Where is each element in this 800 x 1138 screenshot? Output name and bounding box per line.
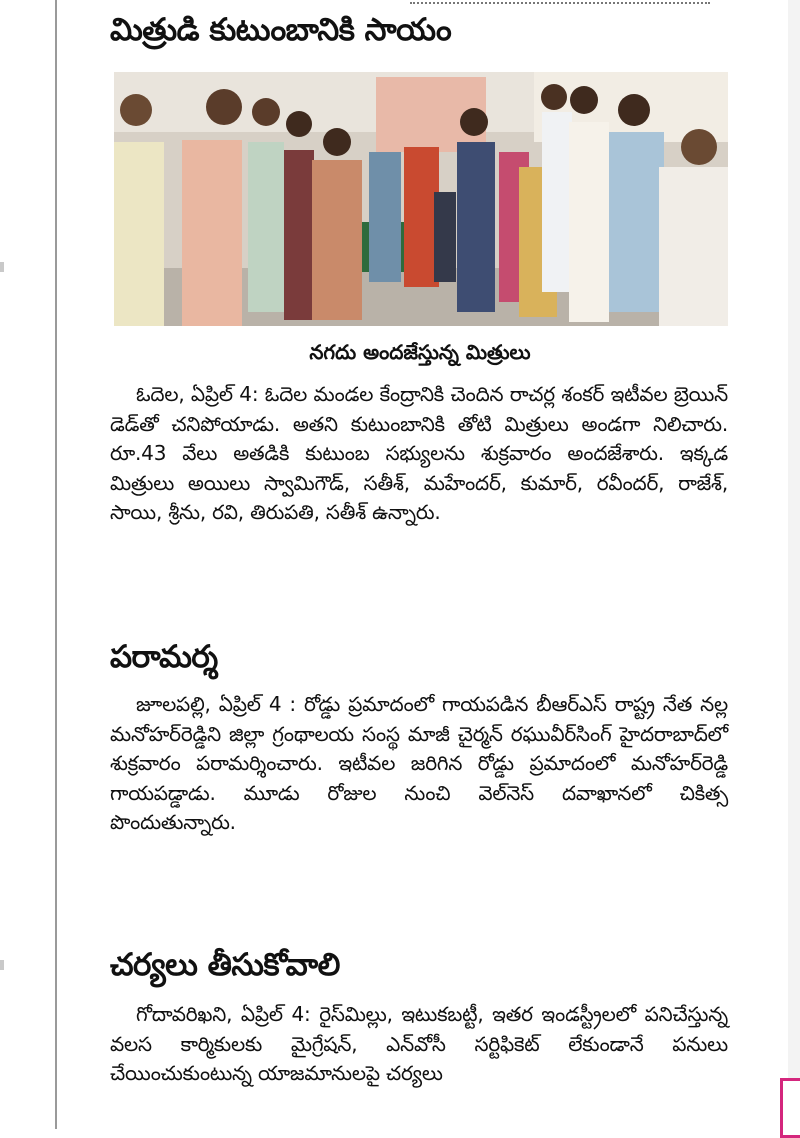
headline-condolence-visit: పరామర్శ [110,639,218,675]
photo-caption: నగదు అందజేస్తున్న మిత్రులు [309,340,531,364]
column-rule-left [55,0,57,1129]
article-text: ఓదెల, ఏప్రిల్ 4: ఓదెల మండల కేంద్రానికి చెందిన రాచర్ల శంకర్ ఇటీవల బ్రెయిన్ డెడ్‌తో చనిపోయాడు. అతని కుటుంబానికి తోటి మిత్రులు అండగా నిలిచారు. రూ.43 వేలు అతడికి కుటుంబ సభ్యులను శుక్రవారం అందజేశారు. ఇక్కడ మిత్రులు అయిలు స్వామిగౌడ్, సతీశ్, మహేందర్, కుమార్, రవీందర్, రాజేశ్, సాయి, శ్రీను, రవి, తిరుపతి, సతీశ్ ఉన్నారు. [110,382,728,524]
article-text: గోదావరిఖని, ఏప్రిల్ 4: రైస్‌మిల్లు, ఇటుకబట్టీ, ఇతర ఇండస్ట్రీలలో పనిచేస్తున్న వలస కార్మికులకు మైగ్రేషన్, ఎన్‌వోసీ సర్టిఫికెట్ లేకుండానే పనులు చేయించుకుంటున్న యాజమానులపై చర్యలు [110,1002,728,1085]
headline-friend-family-help: మిత్రుడి కుటుంబానికి సాయం [110,12,452,48]
column-rule-right [788,0,800,1129]
corner-frame [780,1078,800,1138]
article-body-friend-family-help [110,380,728,528]
margin-mark [0,960,4,970]
news-photo [114,72,728,326]
headline-take-action: చర్యలు తీసుకోవాలి [110,947,340,983]
margin-mark [0,262,4,272]
article-text: జూలపల్లి, ఏప్రిల్ 4 : రోడ్డు ప్రమాదంలో గాయపడిన బీఆర్ఎస్ రాష్ట్ర నేత నల్ల మనోహర్‌రెడ్డిని జిల్లా గ్రంథాలయ సంస్థ మాజీ చైర్మన్ రఘువీర్‌సింగ్ హైదరాబాద్‌లో శుక్రవారం పరామర్శించారు. ఇటీవల జరిగిన రోడ్డు ప్రమాదంలో మనోహర్‌రెడ్డి గాయపడ్డాడు. మూడు రోజుల నుంచి వెల్‌నెస్ దవాఖానలో చికిత్స పొందుతున్నారు. [110,692,728,834]
previous-article-edge [410,0,710,4]
article-body-condolence-visit [110,690,728,838]
article-body-take-action [110,1000,728,1089]
group-photo-illustration [114,72,728,326]
